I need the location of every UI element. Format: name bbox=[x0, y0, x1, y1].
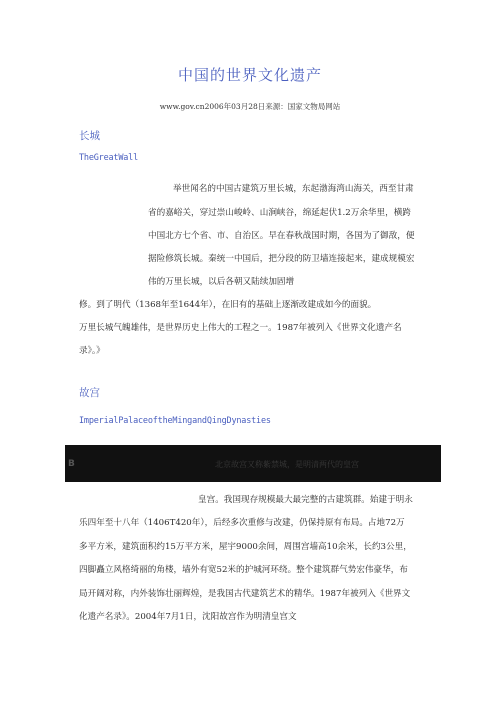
paragraph-line: 省的嘉峪关，穿过崇山峻岭、山涧峡谷，绵延起伏1.2万余华里，横跨 bbox=[148, 208, 411, 218]
paragraph-line: 伟的万里长城，以后各朝又陆续加固增 bbox=[148, 277, 295, 287]
paragraph-line: 皇宫。我国现存规模最大最完整的古建筑群。始建于明永 bbox=[198, 495, 413, 505]
section-heading-great-wall: 长城 bbox=[79, 130, 100, 142]
document-title: 中国的世界文化遗产 bbox=[177, 66, 322, 84]
paragraph-line: 多平方米，建筑面积约15万平方米，屋宇9000余间，周围宫墙高10余米，长约3公里， bbox=[79, 542, 412, 552]
image-letter: B bbox=[68, 459, 75, 469]
paragraph-line: 录》。》 bbox=[79, 346, 105, 356]
section-subheading-forbidden-city: ImperialPalaceoftheMingandQingDynasties bbox=[79, 416, 271, 426]
paragraph-line: 据险修筑长城。秦统一中国后，把分段的防卫墙连接起来，建成规模宏 bbox=[148, 254, 415, 264]
paragraph-line: 化遗产名录》。2004年7月1日，沈阳故宫作为明清皇宫文 bbox=[79, 612, 297, 622]
paragraph-line: 修。到了明代（1368年至1644年），在旧有的基础上逐渐改建成如今的面貌。 bbox=[79, 300, 377, 310]
image-caption: 北京故宫又称紫禁城，是明清两代的皇宫 bbox=[215, 460, 359, 469]
paragraph-line: 局开阔对称，内外装饰壮丽辉煌，是我国古代建筑艺术的精华。1987年被列入《世界文 bbox=[79, 589, 411, 599]
paragraph-line: 万里长城气魄雄伟，是世界历史上伟大的工程之一。1987年被列入《世界文化遗产名 bbox=[79, 323, 402, 333]
paragraph-line: 四脚矗立风格绮丽的角楼，墙外有宽52米的护城河环绕。整个建筑群气势宏伟豪华，布 bbox=[79, 565, 408, 575]
paragraph-line: 中国北方七个省、市、自治区。早在春秋战国时期，各国为了御敌，便 bbox=[148, 231, 415, 241]
section-heading-forbidden-city: 故宫 bbox=[79, 387, 100, 399]
paragraph-line: 乐四年至十八年（1406T420年），后经多次重修与改建，仍保持原有布局。占地72万 bbox=[79, 518, 405, 528]
section-subheading-great-wall: TheGreatWall bbox=[79, 153, 139, 163]
source-line: www.gov.cn2006年03月28日来源：国家文物局网站 bbox=[159, 102, 341, 111]
paragraph-line: 举世闻名的中国古建筑万里长城，东起渤海湾山海关，西至甘肃 bbox=[173, 184, 414, 194]
